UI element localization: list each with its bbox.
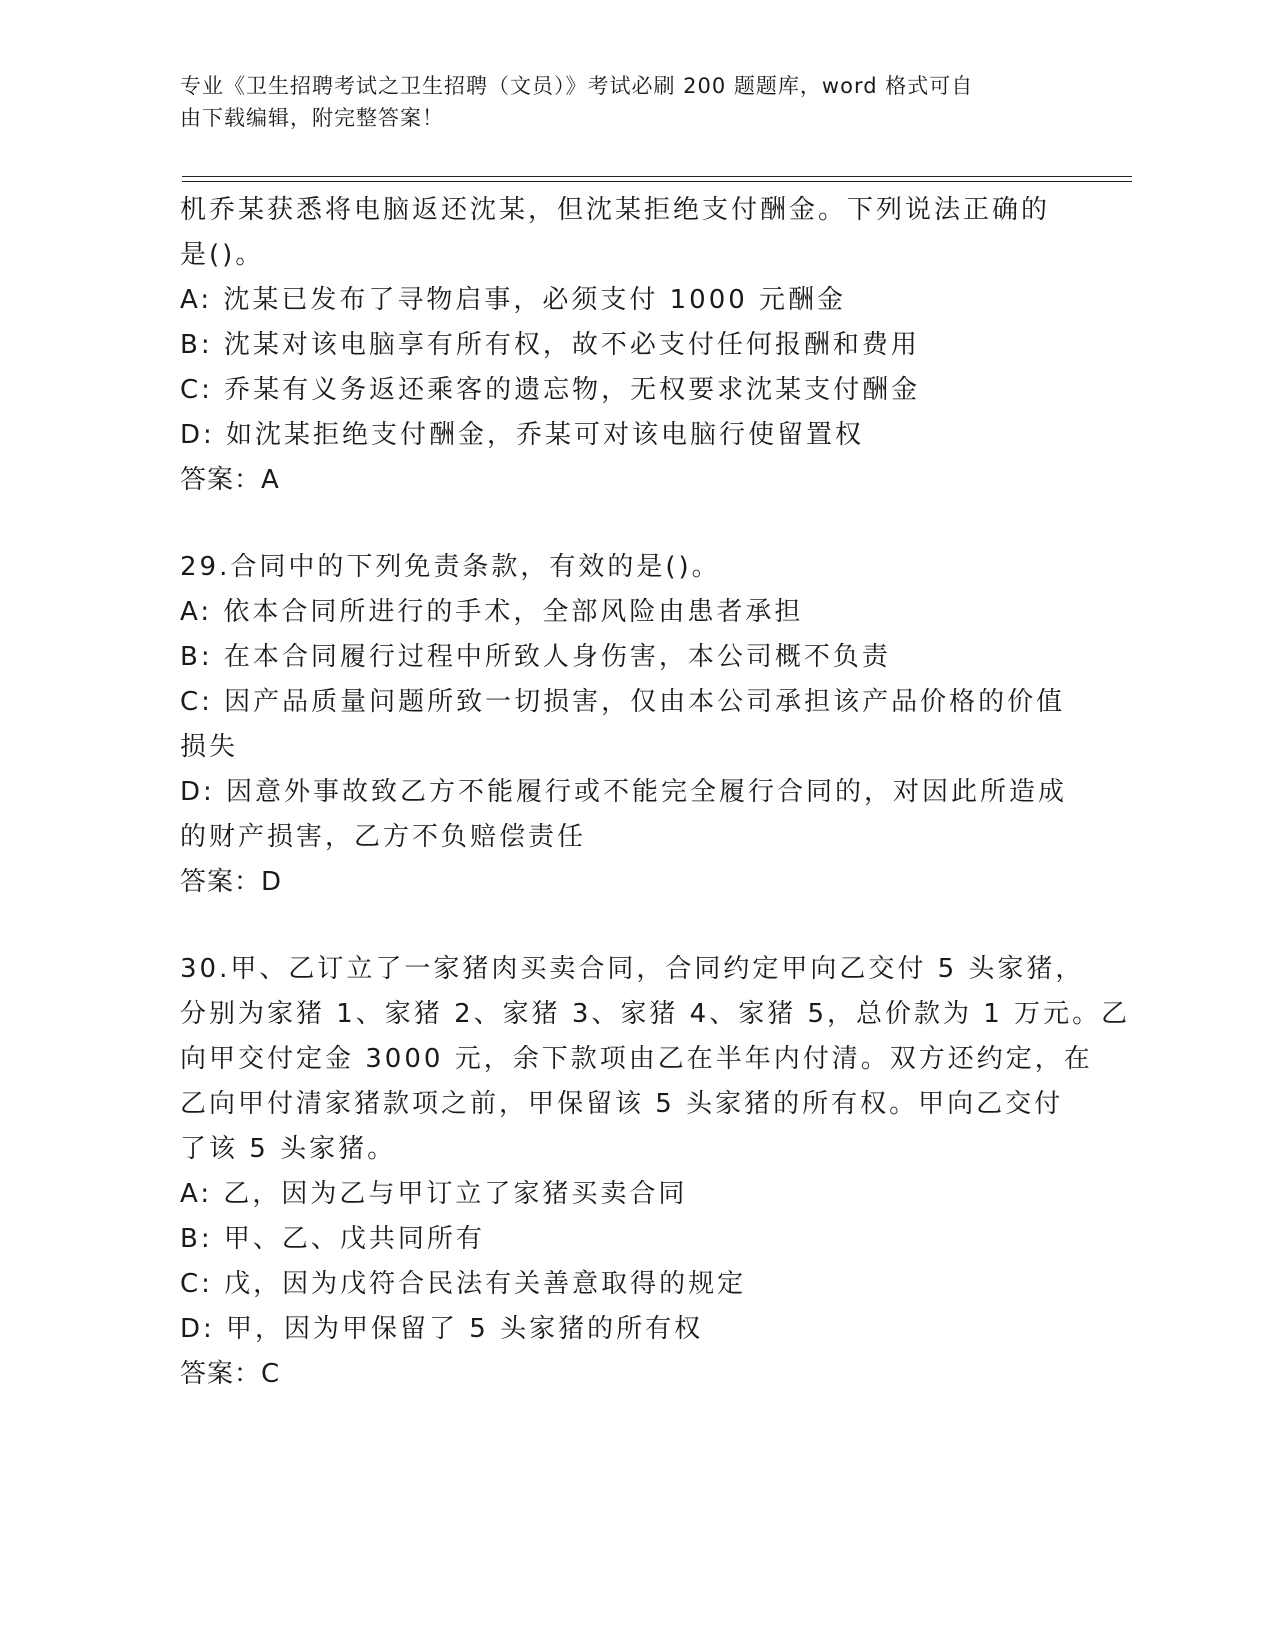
- question-stem-line: 30.甲、乙订立了一家猪肉买卖合同，合同约定甲向乙交付 5 头家猪，: [180, 954, 1085, 984]
- option-a: A: 乙，因为乙与甲订立了家猪买卖合同: [180, 1179, 688, 1209]
- header-divider-top: [182, 176, 1132, 177]
- header-divider-bottom: [182, 181, 1132, 182]
- question-30: [180, 947, 1131, 1397]
- option-b: B: 在本合同履行过程中所致人身伤害，本公司概不负责: [180, 642, 891, 672]
- option-d-continued: 的财产损害，乙方不负赔偿责任: [180, 822, 587, 852]
- option-d: D: 因意外事故致乙方不能履行或不能完全履行合同的，对因此所造成: [180, 777, 1068, 807]
- spacer: [180, 905, 1060, 947]
- option-c-continued: 损失: [180, 732, 239, 762]
- option-c: C: 乔某有义务返还乘客的遗忘物，无权要求沈某支付酬金: [180, 375, 921, 405]
- header-title-line-1: 专业《卫生招聘考试之卫生招聘（文员）》考试必刷 200 题题库，word 格式可自: [180, 74, 974, 98]
- document-header: [180, 70, 1060, 134]
- option-a: A: 沈某已发布了寻物启事，必须支付 1000 元酬金: [180, 285, 847, 315]
- question-stem-line: 了该 5 头家猪。: [180, 1134, 397, 1164]
- option-c: C: 因产品质量问题所致一切损害，仅由本公司承担该产品价格的价值: [180, 687, 1066, 717]
- answer-label: 答案：C: [180, 1359, 281, 1389]
- option-d: D: 甲，因为甲保留了 5 头家猪的所有权: [180, 1314, 704, 1344]
- question-stem-line: 机乔某获悉将电脑返还沈某，但沈某拒绝支付酬金。下列说法正确的: [180, 195, 1051, 225]
- answer-label: 答案：A: [180, 465, 280, 495]
- question-stem-line: 向甲交付定金 3000 元，余下款项由乙在半年内付清。双方还约定，在: [180, 1044, 1093, 1074]
- answer-label: 答案：D: [180, 867, 283, 897]
- option-a: A: 依本合同所进行的手术，全部风险由患者承担: [180, 597, 804, 627]
- option-d: D: 如沈某拒绝支付酬金，乔某可对该电脑行使留置权: [180, 420, 865, 450]
- question-stem-line: 乙向甲付清家猪款项之前，甲保留该 5 头家猪的所有权。甲向乙交付: [180, 1089, 1064, 1119]
- document-body: [180, 188, 1131, 1397]
- option-b: B: 甲、乙、戊共同所有: [180, 1224, 485, 1254]
- option-c: C: 戊，因为戊符合民法有关善意取得的规定: [180, 1269, 747, 1299]
- question-stem-line: 是()。: [180, 240, 265, 270]
- question-29: [180, 545, 1068, 905]
- question-stem-line: 分别为家猪 1、家猪 2、家猪 3、家猪 4、家猪 5，总价款为 1 万元。乙: [180, 999, 1131, 1029]
- option-b: B: 沈某对该电脑享有所有权，故不必支付任何报酬和费用: [180, 330, 920, 360]
- question-28: [180, 188, 1060, 503]
- spacer: [180, 503, 1060, 545]
- question-stem-line: 29.合同中的下列免责条款，有效的是()。: [180, 552, 721, 582]
- header-title-line-2: 由下载编辑，附完整答案！: [180, 106, 444, 130]
